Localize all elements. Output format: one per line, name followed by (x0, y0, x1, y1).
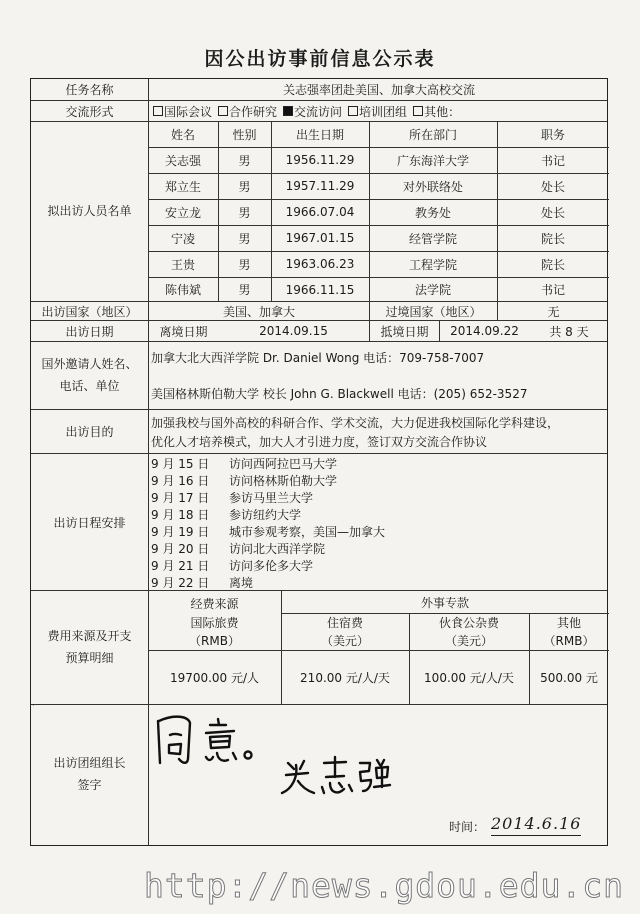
header-department: 所在部门 (408, 128, 457, 142)
person-position: 院长 (540, 257, 565, 272)
schedule-item: 9 月 16 日 访问格林斯伯勒大学 (151, 474, 338, 488)
option-exchange-visit[interactable]: 交流访问 (283, 103, 342, 120)
schedule-label: 出访日程安排 (53, 515, 126, 530)
task-label: 任务名称 (65, 83, 114, 97)
budget-label: 费用来源及开支 预算明细 (47, 629, 132, 665)
budget-col-header: 其他 （RMB） (543, 615, 595, 648)
person-name: 关志强 (164, 153, 201, 168)
person-name: 安立龙 (164, 205, 201, 220)
return-date: 2014.09.22 (439, 321, 529, 341)
option-training-group[interactable]: 培训团组 (348, 103, 407, 120)
task-value: 关志强率团赴美国、加拿大高校交流 (148, 79, 609, 100)
country-row (31, 302, 607, 321)
header-gender: 性别 (232, 128, 257, 142)
budget-source-header: 经费来源 (190, 596, 239, 611)
person-name: 宁凌 (170, 231, 195, 246)
depart-date: 2014.09.15 (259, 324, 328, 338)
personnel-label: 拟出访人员名单 (47, 204, 132, 219)
return-label: 抵境日期 (369, 321, 439, 341)
budget-block (31, 591, 607, 705)
person-gender: 男 (238, 231, 251, 246)
inviter-line-1: 加拿大北大西洋学院 Dr. Daniel Wong 电话：709-758-7007 (151, 350, 485, 365)
person-birthdate: 1966.07.04 (285, 205, 355, 219)
budget-value: 19700.00 元/人 (169, 671, 260, 685)
inviter-line-2: 美国格林斯伯勒大学 校长 John G. Blackwell 电话：(205) 652-3527 (151, 386, 528, 401)
budget-value: 500.00 元 (540, 671, 598, 685)
person-department: 经管学院 (408, 231, 457, 246)
document-title: 因公出访事前信息公示表 (204, 48, 436, 70)
budget-col-header: 国际旅费 （RMB） (189, 615, 240, 648)
checkbox-icon (153, 106, 163, 116)
checkbox-icon (348, 106, 358, 116)
inviter-label: 国外邀请人姓名、 电话、单位 (41, 357, 138, 393)
person-gender: 男 (238, 205, 251, 220)
person-department: 法学院 (414, 283, 451, 297)
budget-col-header: 伙食公杂费 （美元） (438, 615, 499, 648)
purpose-row (31, 410, 607, 454)
person-gender: 男 (238, 257, 251, 272)
person-gender: 男 (238, 179, 251, 194)
schedule-item: 9 月 15 日 访问西阿拉巴马大学 (151, 457, 338, 471)
exchange-label: 交流形式 (65, 104, 114, 119)
person-name: 陈伟斌 (164, 283, 201, 297)
person-name: 郑立生 (164, 179, 201, 194)
exchange-row (31, 101, 607, 122)
inviter-row (31, 342, 607, 410)
header-birthdate: 出生日期 (295, 128, 344, 142)
schedule-item: 9 月 22 日 离境 (151, 576, 254, 590)
purpose-line-1: 加强我校与国外高校的科研合作、学术交流，大力促进我校国际化学科建设， (151, 415, 560, 430)
schedule-row (31, 454, 607, 591)
person-department: 对外联络处 (402, 179, 463, 194)
transit-value: 无 (497, 302, 609, 320)
person-position: 书记 (540, 153, 565, 168)
person-position: 处长 (540, 205, 565, 220)
person-birthdate: 1957.11.29 (285, 179, 355, 193)
signature-row (31, 705, 607, 845)
dates-row (31, 321, 607, 342)
signature-date: 2014.6.16 (491, 811, 581, 836)
date-label: 时间： (449, 819, 486, 834)
person-name: 王贵 (170, 257, 195, 272)
option-international-conference[interactable]: 国际会议 (153, 103, 212, 120)
option-other[interactable]: 其他： (413, 103, 460, 120)
transit-label: 过境国家（地区） (369, 302, 497, 320)
header-position: 职务 (540, 128, 565, 142)
person-birthdate: 1963.06.23 (285, 257, 355, 271)
purpose-line-2: 优化人才培养模式，加大人才引进力度，签订双方交流合作协议 (151, 434, 488, 449)
schedule-item: 9 月 20 日 访问北大西洋学院 (151, 542, 326, 556)
person-gender: 男 (238, 153, 251, 168)
person-birthdate: 1956.11.29 (285, 153, 355, 167)
signature-label: 出访团组组长 签字 (53, 756, 126, 792)
country-value: 美国、加拿大 (148, 302, 369, 320)
country-label: 出访国家（地区） (41, 304, 138, 319)
schedule-item: 9 月 17 日 参访马里兰大学 (151, 491, 314, 505)
budget-value: 100.00 元/人/天 (424, 671, 514, 685)
option-cooperative-research[interactable]: 合作研究 (218, 103, 277, 120)
disclosure-form (30, 78, 608, 846)
budget-source-value: 外事专款 (420, 595, 469, 610)
trip-days: 共 8 天 (549, 324, 589, 339)
personnel-block (31, 122, 607, 302)
person-department: 工程学院 (408, 257, 457, 272)
person-position: 院长 (540, 231, 565, 246)
dates-label: 出访日期 (65, 324, 114, 339)
exchange-options (153, 101, 460, 121)
checkbox-icon (218, 106, 228, 116)
depart-label: 离境日期 (148, 321, 218, 341)
site-watermark: http://news.gdou.edu.cn (144, 866, 624, 905)
person-department: 广东海洋大学 (396, 153, 469, 168)
schedule-item: 9 月 21 日 访问多伦多大学 (151, 559, 314, 573)
task-row (31, 79, 607, 101)
person-birthdate: 1967.01.15 (285, 231, 355, 245)
schedule-item: 9 月 18 日 参访纽约大学 (151, 508, 302, 522)
person-birthdate: 1966.11.15 (285, 282, 355, 297)
schedule-item: 9 月 19 日 城市参观考察，美国—加拿大 (151, 525, 386, 539)
person-department: 教务处 (414, 205, 451, 220)
budget-col-header: 住宿费 （美元） (320, 615, 369, 648)
person-position: 书记 (540, 283, 565, 297)
header-name: 姓名 (170, 128, 195, 142)
budget-value: 210.00 元/人/天 (300, 671, 390, 685)
signer-name (33, 705, 34, 706)
checkbox-icon (413, 106, 423, 116)
person-gender: 男 (238, 283, 251, 297)
purpose-label: 出访目的 (65, 425, 114, 439)
person-position: 处长 (540, 179, 565, 194)
checked-checkbox-icon (283, 106, 293, 116)
